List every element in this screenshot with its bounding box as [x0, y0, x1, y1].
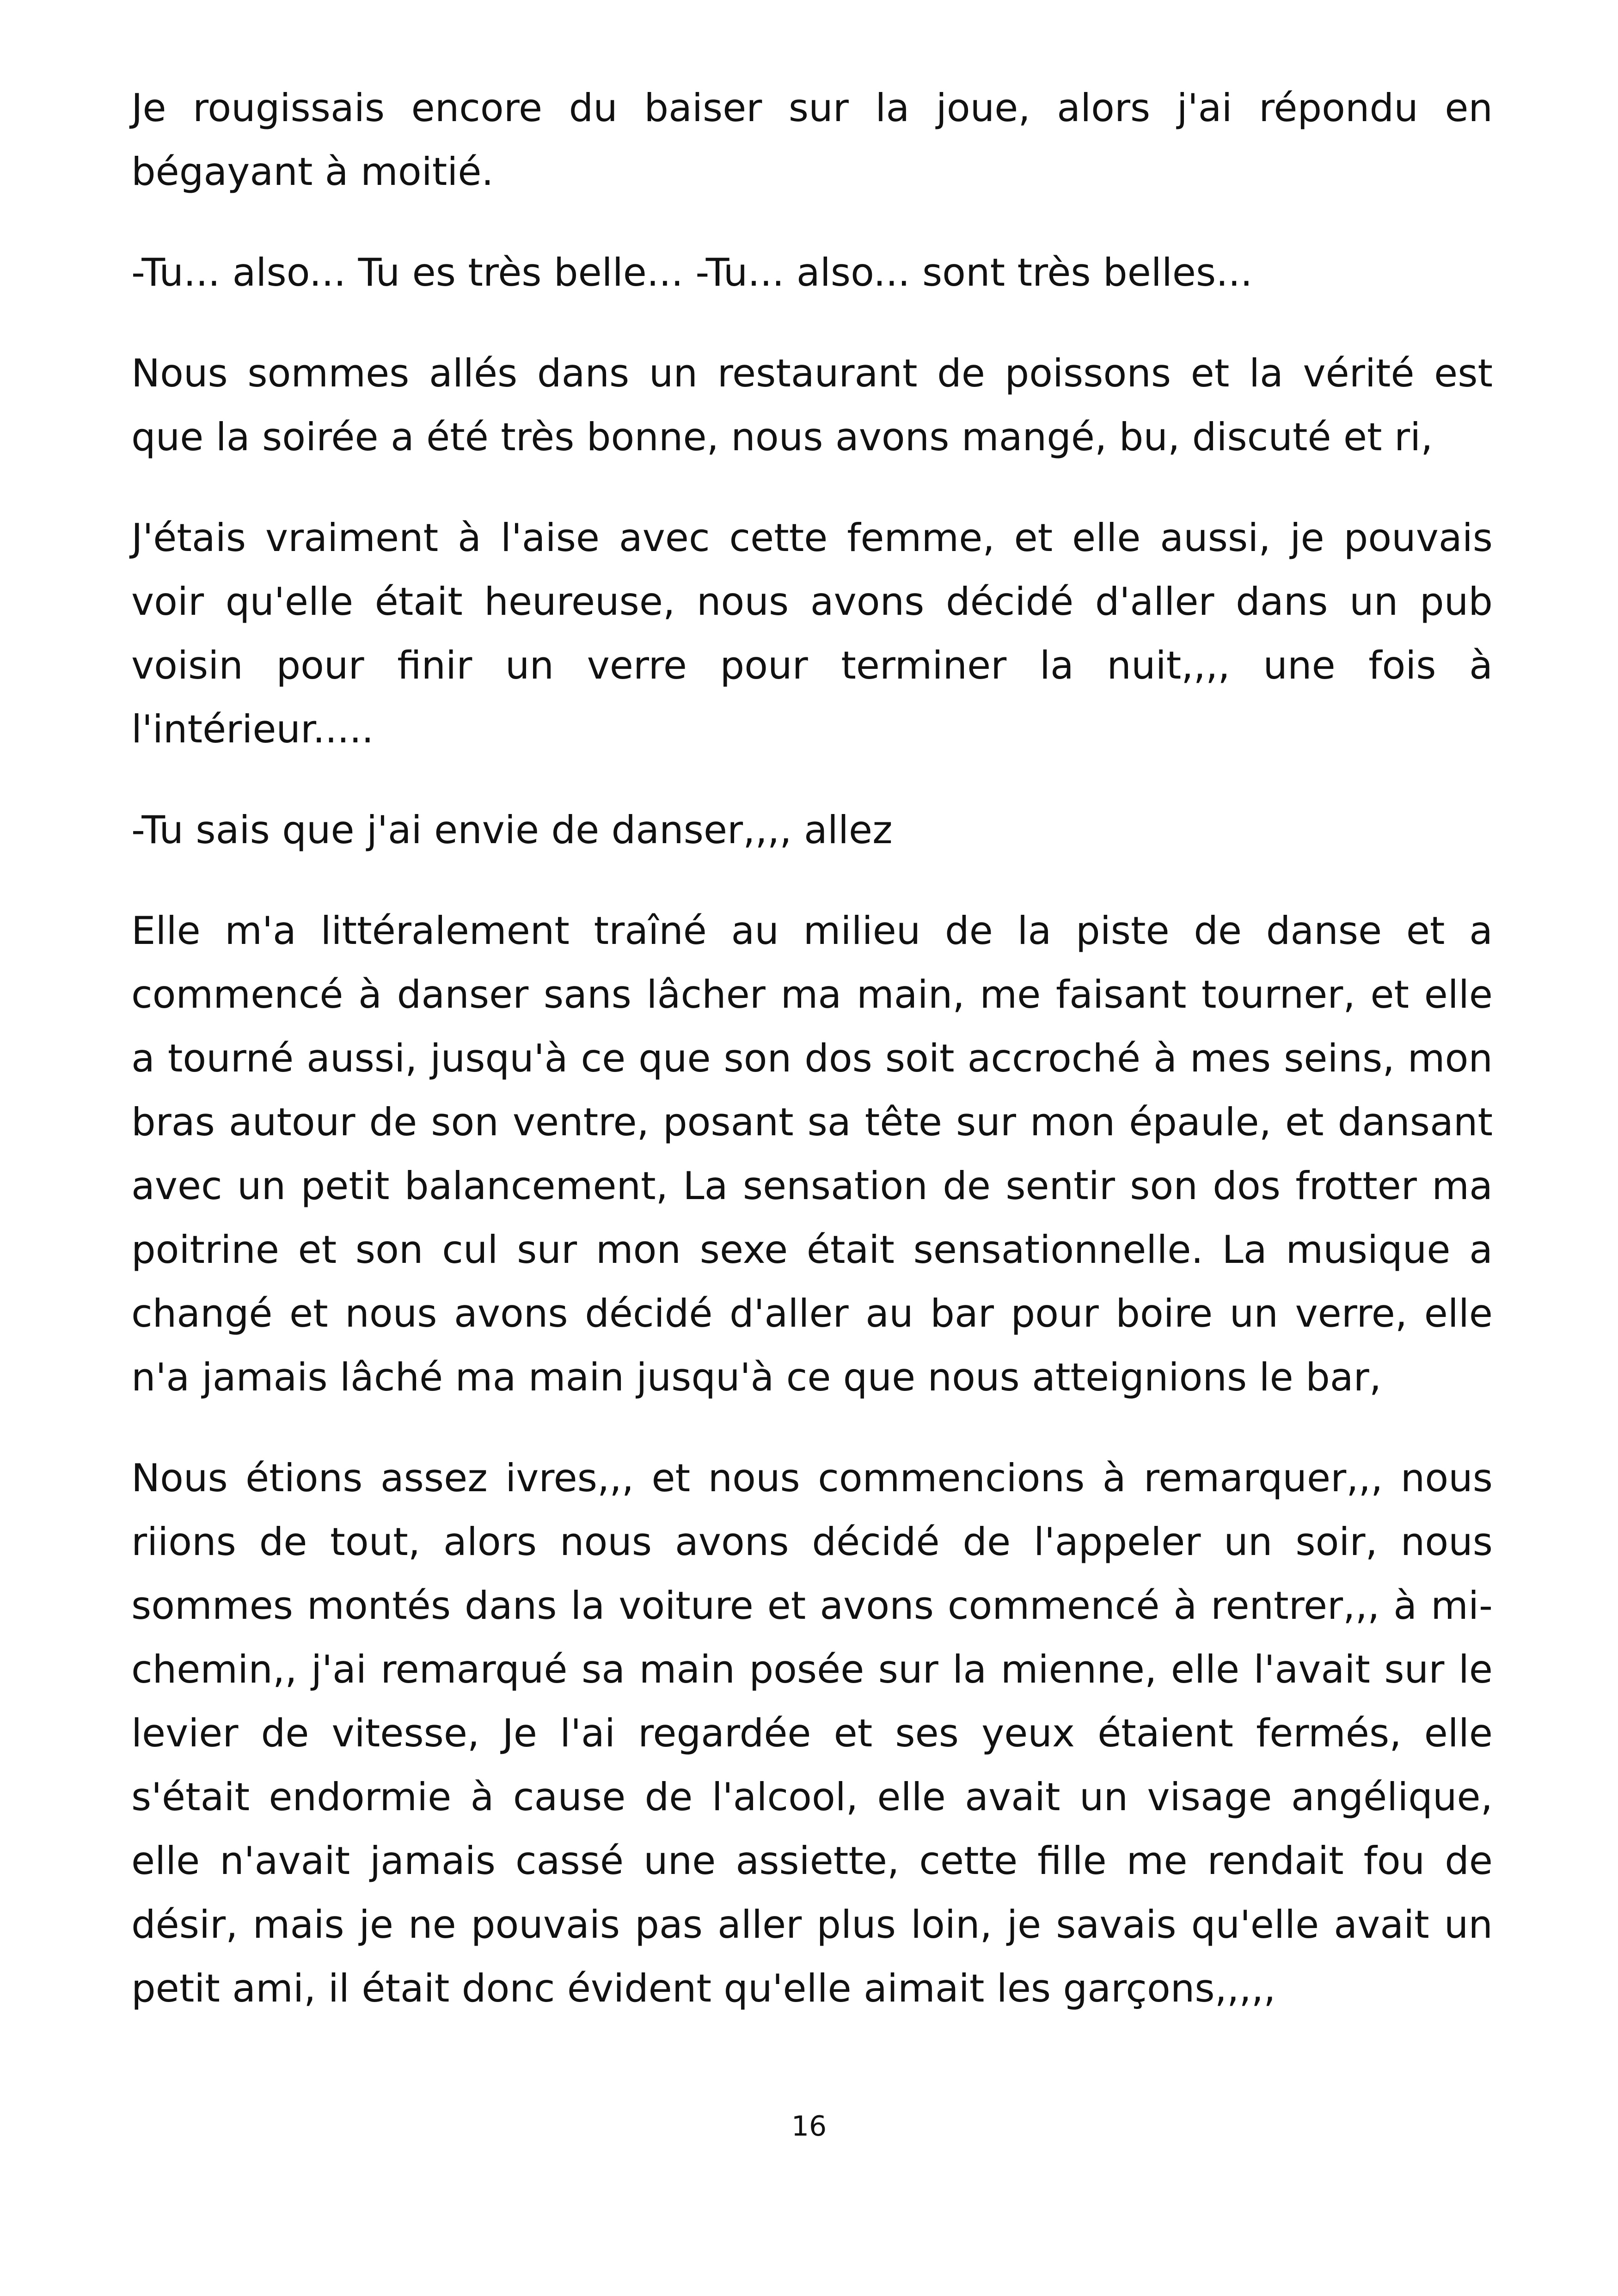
paragraph-4: J'étais vraiment à l'aise avec cette femme, et elle aussi, je pouvais voir qu'elle était heureuse, nous avons décidé d'aller dans un pub voisin pour finir un verre pour terminer la nuit,,,, une fois à l'intérieur.....: [131, 515, 1493, 752]
body-text: [131, 76, 1493, 2057]
paragraph-1: Je rougissais encore du baiser sur la joue, alors j'ai répondu en bégayant à moitié.: [131, 86, 1493, 194]
paragraph-6: Elle m'a littéralement traîné au milieu de la piste de danse et a commencé à danser sans lâcher ma main, me faisant tourner, et elle a tourné aussi, jusqu'à ce que son dos soit accroché à mes seins, mon bras autour de son ventre, posant sa tête sur mon épaule, et dansant avec un petit balancement, La sensation de sentir son dos frotter ma poitrine et son cul sur mon sexe était sensationnelle. La musique a changé et nous avons décidé d'aller au bar pour boire un verre, elle n'a jamais lâché ma main jusqu'à ce que nous atteignions le bar,: [131, 908, 1493, 1400]
paragraph-7: Nous étions assez ivres,,, et nous commencions à remarquer,,, nous riions de tout, alors nous avons décidé de l'appeler un soir, nous sommes montés dans la voiture et avons commencé à rentrer,,, à mi-chemin,, j'ai remarqué sa main posée sur la mienne, elle l'avait sur le levier de vitesse, Je l'ai regardée et ses yeux étaient fermés, elle s'était endormie à cause de l'alcool, elle avait un visage angélique, elle n'avait jamais cassé une assiette, cette fille me rendait fou de désir, mais je ne pouvais pas aller plus loin, je savais qu'elle avait un petit ami, il était donc évident qu'elle aimait les garçons,,,,,: [131, 1456, 1493, 2011]
paragraph-3: Nous sommes allés dans un restaurant de poissons et la vérité est que la soirée a été très bonne, nous avons mangé, bu, discuté et ri,: [131, 351, 1493, 459]
paragraph-5: -Tu sais que j'ai envie de danser,,,, allez: [131, 808, 893, 852]
page-number: 16: [791, 2110, 827, 2143]
paragraph-2: -Tu... also... Tu es très belle... -Tu... also... sont très belles...: [131, 250, 1253, 295]
